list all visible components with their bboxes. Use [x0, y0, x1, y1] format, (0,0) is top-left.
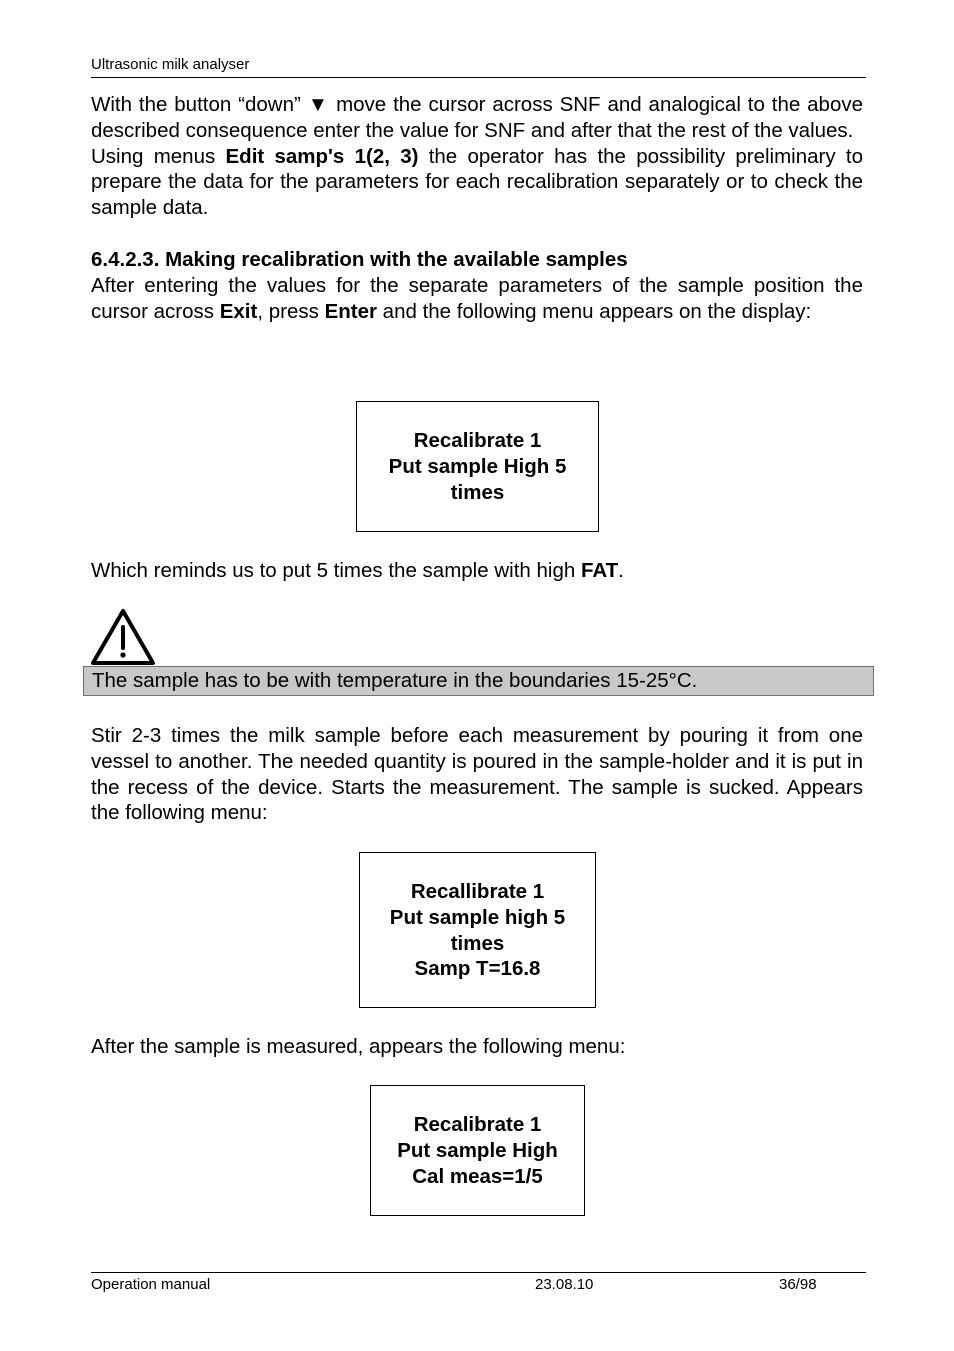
text-run: . [618, 559, 624, 582]
display-box-cal-meas [370, 1085, 585, 1216]
display-line: times [450, 480, 505, 504]
footer-doc-title: Operation manual [91, 1276, 211, 1293]
warning-note [83, 666, 874, 696]
text-run: the operator has the possibility preliminary to prepare the data for the parameters for each recalibration separately or to check the sample data. [91, 144, 863, 220]
paragraph-after-measured: After the sample is measured, appears the following menu: [91, 1035, 626, 1058]
text-run: Using menus [91, 144, 226, 168]
paragraph-stir-sample: Stir 2-3 times the milk sample before each measurement by pouring it from one vessel to another. The needed quantity is poured in the sample-holder and it is put in the recess of the device. Starts the measurement. The sample is sucked. Appears the following menu: [91, 724, 863, 825]
document-body [91, 92, 863, 324]
display-line: Cal meas=1/5 [412, 1164, 543, 1188]
display-line: Samp T=16.8 [414, 957, 541, 981]
text-run: , press [257, 299, 325, 323]
display-line: Recallibrate 1 [410, 880, 545, 903]
paragraph-edit-samples [91, 144, 863, 221]
display-box-recallibrate-temp [359, 852, 596, 1008]
bold-run-fat: FAT [580, 559, 619, 582]
display-line: Put sample High 5 [388, 454, 567, 478]
display-line: Recalibrate 1 [413, 1113, 542, 1136]
footer-page-number: 36/98 [779, 1276, 817, 1293]
header-title: Ultrasonic milk analyser [91, 56, 250, 73]
bold-run-enter: Enter [324, 299, 377, 323]
display-line: times [450, 931, 505, 955]
bold-run-edit-samps: Edit samp's 1(2, 3) [225, 144, 419, 168]
footer-date: 23.08.10 [535, 1276, 594, 1293]
display-line: Put sample high 5 [389, 905, 566, 929]
text-run: and the following menu appears on the display: [376, 299, 812, 323]
text-run: Which reminds us to put 5 times the sample with high [91, 559, 581, 582]
paragraph-cursor-snf: With the button “down” ▼ move the cursor across SNF and analogical to the above described consequence enter the value for SNF and after that the rest of the values. [91, 93, 863, 142]
paragraph-high-fat [91, 558, 624, 584]
page-footer [91, 1272, 866, 1297]
paragraph-exit-enter [91, 273, 863, 325]
bold-run-exit: Exit [219, 299, 258, 323]
display-box-recalibrate-1 [356, 401, 599, 532]
display-line: Put sample High [397, 1138, 558, 1162]
text-run: After entering the values for the separate parameters of the sample position the cursor across [91, 273, 863, 323]
page-header [91, 56, 866, 78]
warning-text: The sample has to be with temperature in the boundaries 15-25°C. [92, 669, 698, 692]
display-line: Recalibrate 1 [413, 429, 542, 452]
warning-triangle-icon [90, 608, 156, 666]
section-heading: 6.4.2.3. Making recalibration with the available samples [91, 247, 628, 271]
